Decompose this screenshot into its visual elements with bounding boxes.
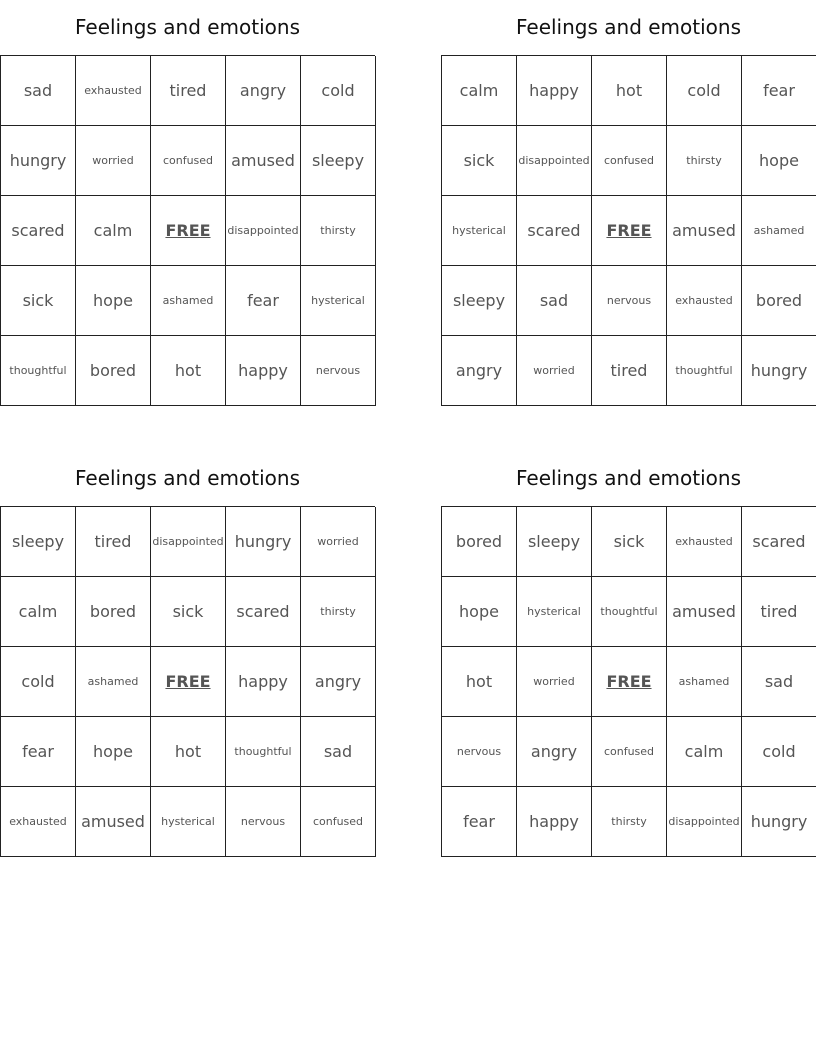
bingo-cell: hope bbox=[76, 717, 151, 787]
bingo-cell: sleepy bbox=[442, 266, 517, 336]
bingo-cell: ashamed bbox=[76, 647, 151, 717]
bingo-cell: worried bbox=[517, 647, 592, 717]
bingo-cell: amused bbox=[76, 787, 151, 857]
bingo-cell: hungry bbox=[226, 507, 301, 577]
bingo-cell: hysterical bbox=[517, 577, 592, 647]
bingo-grid bbox=[0, 506, 375, 857]
bingo-cell: thoughtful bbox=[226, 717, 301, 787]
bingo-cell: fear bbox=[442, 787, 517, 857]
bingo-cell: happy bbox=[226, 647, 301, 717]
bingo-cell: thoughtful bbox=[592, 577, 667, 647]
bingo-cell: confused bbox=[301, 787, 376, 857]
bingo-cell: worried bbox=[301, 507, 376, 577]
free-space-cell: FREE bbox=[151, 196, 226, 266]
bingo-cell: sick bbox=[151, 577, 226, 647]
bingo-cell: hysterical bbox=[442, 196, 517, 266]
bingo-cell: hot bbox=[442, 647, 517, 717]
bingo-cell: angry bbox=[517, 717, 592, 787]
bingo-cell: hot bbox=[151, 717, 226, 787]
bingo-cell: hot bbox=[151, 336, 226, 406]
bingo-cell: worried bbox=[517, 336, 592, 406]
bingo-cell: thoughtful bbox=[667, 336, 742, 406]
bingo-cell: disappointed bbox=[151, 507, 226, 577]
bingo-cell: angry bbox=[301, 647, 376, 717]
bingo-cell: hungry bbox=[742, 787, 816, 857]
bingo-cell: ashamed bbox=[667, 647, 742, 717]
bingo-cell: amused bbox=[667, 577, 742, 647]
bingo-cell: sick bbox=[442, 126, 517, 196]
bingo-cell: worried bbox=[76, 126, 151, 196]
bingo-cell: scared bbox=[226, 577, 301, 647]
bingo-cell: exhausted bbox=[667, 507, 742, 577]
bingo-cell: hungry bbox=[1, 126, 76, 196]
bingo-cell: sad bbox=[1, 56, 76, 126]
bingo-cell: nervous bbox=[592, 266, 667, 336]
bingo-cell: hungry bbox=[742, 336, 816, 406]
bingo-grid bbox=[441, 506, 816, 857]
bingo-cell: fear bbox=[226, 266, 301, 336]
bingo-cell: calm bbox=[442, 56, 517, 126]
bingo-cell: amused bbox=[226, 126, 301, 196]
bingo-cell: angry bbox=[442, 336, 517, 406]
free-space-cell: FREE bbox=[151, 647, 226, 717]
bingo-cell: tired bbox=[76, 507, 151, 577]
card-title: Feelings and emotions bbox=[515, 466, 742, 490]
bingo-cell: ashamed bbox=[742, 196, 816, 266]
bingo-cell: disappointed bbox=[517, 126, 592, 196]
bingo-cell: happy bbox=[226, 336, 301, 406]
bingo-cell: cold bbox=[742, 717, 816, 787]
bingo-cell: confused bbox=[151, 126, 226, 196]
bingo-cell: sick bbox=[592, 507, 667, 577]
bingo-cell: cold bbox=[667, 56, 742, 126]
bingo-cell: tired bbox=[592, 336, 667, 406]
bingo-cell: hope bbox=[442, 577, 517, 647]
bingo-cell: sad bbox=[742, 647, 816, 717]
card-title: Feelings and emotions bbox=[515, 15, 742, 39]
bingo-cell: tired bbox=[742, 577, 816, 647]
bingo-cell: nervous bbox=[301, 336, 376, 406]
bingo-cell: thirsty bbox=[592, 787, 667, 857]
bingo-cell: hope bbox=[76, 266, 151, 336]
bingo-cell: calm bbox=[667, 717, 742, 787]
bingo-cell: exhausted bbox=[76, 56, 151, 126]
bingo-cell: exhausted bbox=[667, 266, 742, 336]
bingo-cell: thoughtful bbox=[1, 336, 76, 406]
bingo-cell: scared bbox=[1, 196, 76, 266]
bingo-cell: sleepy bbox=[517, 507, 592, 577]
bingo-cell: bored bbox=[742, 266, 816, 336]
bingo-cell: nervous bbox=[226, 787, 301, 857]
bingo-cell: angry bbox=[226, 56, 301, 126]
bingo-cell: fear bbox=[1, 717, 76, 787]
bingo-cell: thirsty bbox=[667, 126, 742, 196]
bingo-cell: sick bbox=[1, 266, 76, 336]
bingo-cell: scared bbox=[742, 507, 816, 577]
bingo-grid bbox=[0, 55, 375, 406]
free-space-cell: FREE bbox=[592, 196, 667, 266]
bingo-cell: thirsty bbox=[301, 577, 376, 647]
card-title: Feelings and emotions bbox=[74, 15, 301, 39]
bingo-cell: tired bbox=[151, 56, 226, 126]
bingo-cell: exhausted bbox=[1, 787, 76, 857]
bingo-cell: bored bbox=[442, 507, 517, 577]
bingo-grid bbox=[441, 55, 816, 406]
bingo-cell: scared bbox=[517, 196, 592, 266]
bingo-cell: bored bbox=[76, 577, 151, 647]
bingo-cell: hot bbox=[592, 56, 667, 126]
bingo-cell: cold bbox=[1, 647, 76, 717]
bingo-cell: sad bbox=[517, 266, 592, 336]
bingo-cell: amused bbox=[667, 196, 742, 266]
bingo-cell: hysterical bbox=[151, 787, 226, 857]
bingo-cell: confused bbox=[592, 126, 667, 196]
bingo-cell: hysterical bbox=[301, 266, 376, 336]
bingo-cell: bored bbox=[76, 336, 151, 406]
bingo-cell: confused bbox=[592, 717, 667, 787]
bingo-cell: fear bbox=[742, 56, 816, 126]
bingo-cell: sad bbox=[301, 717, 376, 787]
bingo-cell: nervous bbox=[442, 717, 517, 787]
bingo-cell: calm bbox=[1, 577, 76, 647]
card-title: Feelings and emotions bbox=[74, 466, 301, 490]
bingo-cell: happy bbox=[517, 787, 592, 857]
bingo-cell: disappointed bbox=[667, 787, 742, 857]
bingo-cell: sleepy bbox=[301, 126, 376, 196]
bingo-cell: calm bbox=[76, 196, 151, 266]
bingo-cell: cold bbox=[301, 56, 376, 126]
bingo-cell: thirsty bbox=[301, 196, 376, 266]
bingo-cell: hope bbox=[742, 126, 816, 196]
bingo-cell: sleepy bbox=[1, 507, 76, 577]
bingo-cell: ashamed bbox=[151, 266, 226, 336]
bingo-cell: disappointed bbox=[226, 196, 301, 266]
bingo-cell: happy bbox=[517, 56, 592, 126]
free-space-cell: FREE bbox=[592, 647, 667, 717]
